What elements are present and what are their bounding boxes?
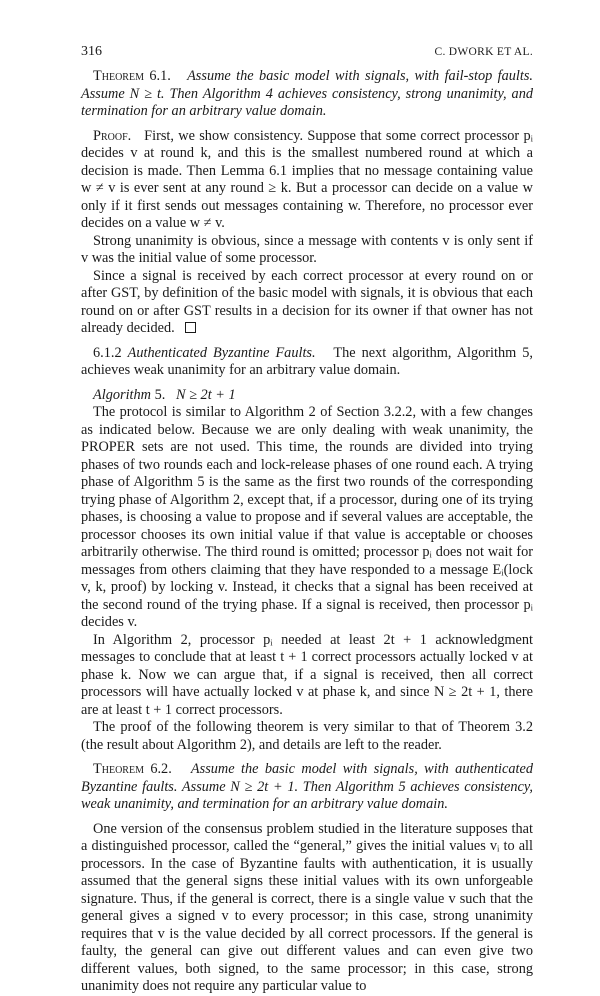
- algorithm-number: 5.: [154, 386, 166, 403]
- theorem-6-1: [81, 68, 533, 121]
- theorem-statement: Assume the basic model with signals, with fail-stop faults. Assume N ≥ t. Then Algorithm 4 achieves consistency, strong unanimity, and termination for an arbitrary value domain.: [81, 68, 534, 119]
- algorithm-condition: N ≥ 2t + 1: [176, 386, 236, 403]
- proof-text: Since a signal is received by each correct processor at every round on or after GST, by definition of the basic model with signals, it is obvious that each round on or after GST results in a decision for its owner if that owner has not already decided.: [81, 267, 533, 336]
- qed-square-icon: [185, 322, 196, 333]
- section-title: Authenticated Byzantine Faults.: [127, 344, 316, 361]
- algorithm-5-heading: [81, 387, 533, 405]
- proof-paragraph: [81, 268, 533, 338]
- running-head: [81, 44, 533, 64]
- proof-paragraph: [81, 128, 533, 233]
- closing-paragraph: One version of the consensus problem studied in the literature supposes that a distinguished processor, called the “general,” gives the initial values vᵢ to all processors. In the case of Byzantine faults with authentication, it is usually assumed that the general signs these initial values with its own unforgeable signature. Thus, if the general is correct, there is a single value v such that the general gives a signed v to every processor; in this case, strong unanimity requires that v is the value decided by all correct processors. If the general is faulty, the general can give out different values and can even give two different values, both signed, to the same processor; in this case, strong unanimity does not require any particular value to: [81, 820, 533, 994]
- section-intro: The next algorithm, Algorithm 5, achieves weak unanimity for an arbitrary value domain.: [81, 344, 534, 378]
- proof-text: First, we show consistency. Suppose that some correct processor pᵢ decides v at round k, and this is the smallest numbered round at which a decision is made. Then Lemma 6.1 implies that no message containing value w ≠ v is ever sent at any round ≥ k. But a processor can decide on a value w only if it first sends out messages containing w. Therefore, no processor ever decides on a value w ≠ v.: [81, 127, 533, 231]
- theorem-label: Theorem 6.1.: [93, 68, 171, 84]
- page-body: [81, 44, 533, 996]
- theorem-6-2: [81, 761, 533, 814]
- algorithm-label: Algorithm: [93, 386, 151, 403]
- algorithm-paragraph: In Algorithm 2, processor pᵢ needed at least 2t + 1 acknowledgment messages to conclude that at least t + 1 correct processors actually locked v at phase k. Now we can argue that, if a signal is received, then all correct processors will have actually locked v at phase k, and since N ≥ 2t + 1, there are at least t + 1 correct processors.: [81, 631, 533, 718]
- section-6-1-2: [81, 345, 533, 380]
- section-number: 6.1.2: [93, 344, 122, 361]
- theorem-statement: Assume the basic model with signals, with authenticated Byzantine faults. Assume N ≥ 2t + 1. Then Algorithm 5 achieves consistency, weak unanimity, and termination for an arbitrary value domain.: [81, 761, 533, 812]
- theorem-label: Theorem 6.2.: [93, 761, 172, 777]
- algorithm-paragraph: The protocol is similar to Algorithm 2 of Section 3.2.2, with a few changes as indicated below. Because we are only dealing with weak unanimity, the PROPER sets are not used. This time, the rounds are divided into trying phases of two rounds each and lock-release phases of one round each. A trying phase of Algorithm 5 is the same as the first two rounds of the corresponding trying phase of Algorithm 2, except that, if a processor, during one of its trying phases, is choosing a value to propose and if several values are acceptable, the processor chooses its own initial value if that value is acceptable or chooses arbitrarily otherwise. The third round is omitted; processor pᵢ does not wait for messages from others claiming that they have responded to a message Eᵢ(lock v, k, proof) by locking v. Instead, it checks that a signal has been received at the second round of the trying phase. If a signal is received, then processor pᵢ decides v.: [81, 404, 533, 630]
- algorithm-paragraph: The proof of the following theorem is very similar to that of Theorem 3.2 (the result about Algorithm 2), and details are left to the reader.: [81, 719, 533, 753]
- running-title: C. DWORK ET AL.: [434, 46, 533, 58]
- proof-label: Proof.: [93, 127, 132, 144]
- proof-paragraph: Strong unanimity is obvious, since a message with contents v is only sent if v was the initial value of some processor.: [81, 232, 533, 266]
- page-number: 316: [81, 44, 102, 59]
